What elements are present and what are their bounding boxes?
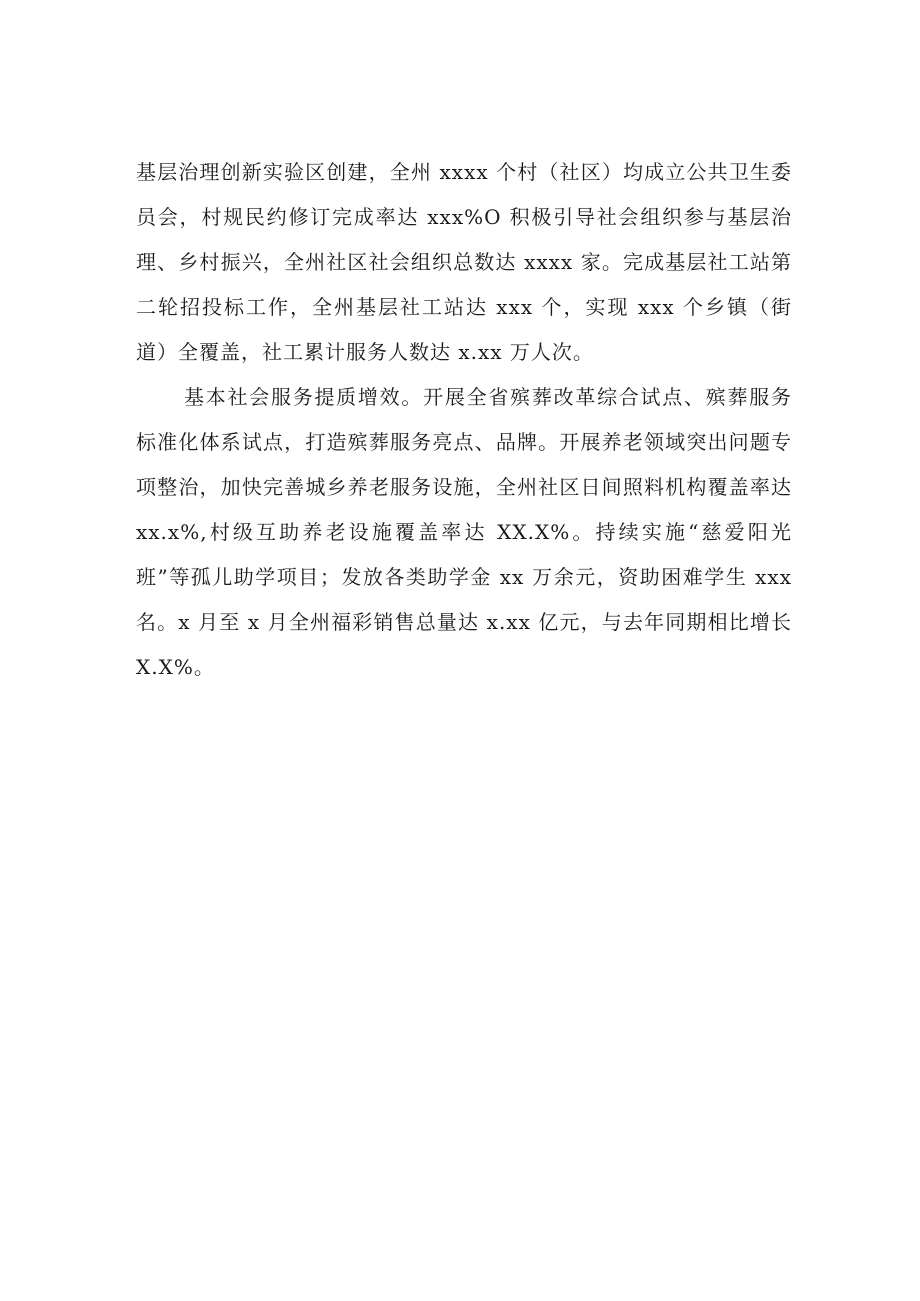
document-body xyxy=(136,150,792,690)
paragraph-grassroots-governance: 基层治理创新实验区创建，全州 xxxx 个村（社区）均成立公共卫生委员会，村规民约修订完成率达 xxx%O 积极引导社会组织参与基层治理、乡村振兴，全州社区社会组织总数达 xxxx 家。完成基层社工站第二轮招投标工作，全州基层社工站达 xxx 个，实现 xxx 个乡镇（街道）全覆盖，社工累计服务人数达 x.xx 万人次。 xyxy=(136,160,792,364)
paragraph-basic-social-services: 基本社会服务提质增效。开展全省殡葬改革综合试点、殡葬服务标准化体系试点，打造殡葬服务亮点、品牌。开展养老领域突出问题专项整治，加快完善城乡养老服务设施，全州社区日间照料机构覆盖率达 xx.x%,村级互助养老设施覆盖率达 XX.X%。持续实施“慈爱阳光班”等孤儿助学项目；发放各类助学金 xx 万余元，资助困难学生 xxx 名。x 月至 x 月全州福彩销售总量达 x.xx 亿元，与去年同期相比增长 X.X%。 xyxy=(136,385,792,679)
